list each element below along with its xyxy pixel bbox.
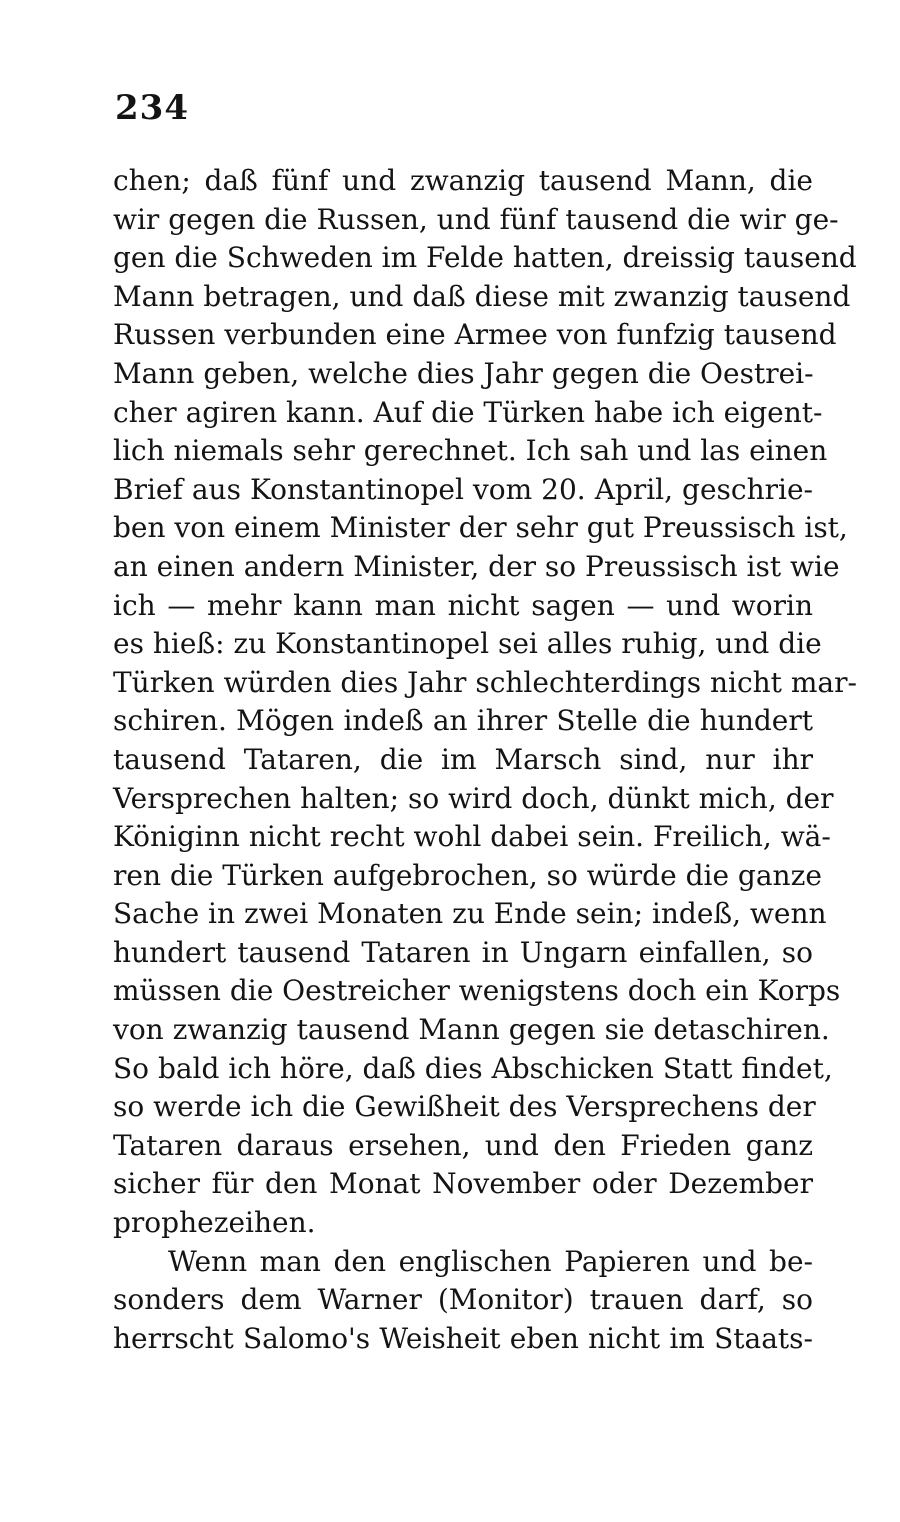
text-line: so werde ich die Gewißheit des Versprechens der: [113, 1090, 816, 1124]
text-line: tausend Tataren, die im Marsch sind, nur ihr: [113, 742, 813, 776]
paragraph-first-line: Wenn man den englischen Papieren und be-: [168, 1244, 813, 1278]
text-line: Tataren daraus ersehen, und den Frieden ganz: [113, 1128, 813, 1162]
text-line: So bald ich höre, daß dies Abschicken Statt findet,: [113, 1051, 833, 1085]
text-line: Mann geben, welche dies Jahr gegen die Oestrei-: [113, 356, 814, 390]
text-line: Russen verbunden eine Armee von funfzig tausend: [113, 318, 837, 352]
body-text: [113, 162, 857, 1358]
text-line: ich — mehr kann man nicht sagen — und worin: [113, 588, 813, 622]
page-number: 234: [115, 88, 189, 128]
text-line: Mann betragen, und daß diese mit zwanzig tausend: [113, 279, 851, 313]
text-line: ben von einem Minister der sehr gut Preussisch ist,: [113, 511, 848, 545]
text-line: Versprechen halten; so wird doch, dünkt mich, der: [113, 781, 834, 815]
text-line: Türken würden dies Jahr schlechterdings nicht mar-: [113, 665, 857, 699]
text-line: wir gegen die Russen, und fünf tausend die wir ge-: [113, 202, 839, 236]
text-line: cher agiren kann. Auf die Türken habe ich eigent-: [113, 395, 823, 429]
text-line: ren die Türken aufgebrochen, so würde die ganze: [113, 858, 822, 892]
text-line: von zwanzig tausend Mann gegen sie detaschiren.: [113, 1013, 830, 1047]
text-line: hundert tausend Tataren in Ungarn einfallen, so: [113, 935, 813, 969]
paragraph-end-line: prophezeihen.: [113, 1206, 316, 1240]
text-line: chen; daß fünf und zwanzig tausend Mann, die: [113, 164, 813, 197]
text-line: an einen andern Minister, der so Preussisch ist wie: [113, 549, 840, 583]
text-line: schiren. Mögen indeß an ihrer Stelle die hundert: [113, 704, 813, 738]
text-line: herrscht Salomo's Weisheit eben nicht im Staats-: [113, 1321, 813, 1355]
text-line: Königinn nicht recht wohl dabei sein. Freilich, wä-: [113, 820, 831, 854]
text-line: lich niemals sehr gerechnet. Ich sah und las einen: [113, 434, 828, 468]
text-line: Brief aus Konstantinopel vom 20. April, geschrie-: [113, 472, 813, 506]
text-line: Sache in zwei Monaten zu Ende sein; indeß, wenn: [113, 897, 827, 931]
text-line: gen die Schweden im Felde hatten, dreissig tausend: [113, 241, 857, 275]
text-line: sicher für den Monat November oder Dezember: [113, 1167, 813, 1201]
text-line: müssen die Oestreicher wenigstens doch ein Korps: [113, 974, 841, 1008]
text-line: es hieß: zu Konstantinopel sei alles ruhig, und die: [113, 627, 822, 661]
text-line: sonders dem Warner (Monitor) trauen darf, so: [113, 1283, 813, 1317]
